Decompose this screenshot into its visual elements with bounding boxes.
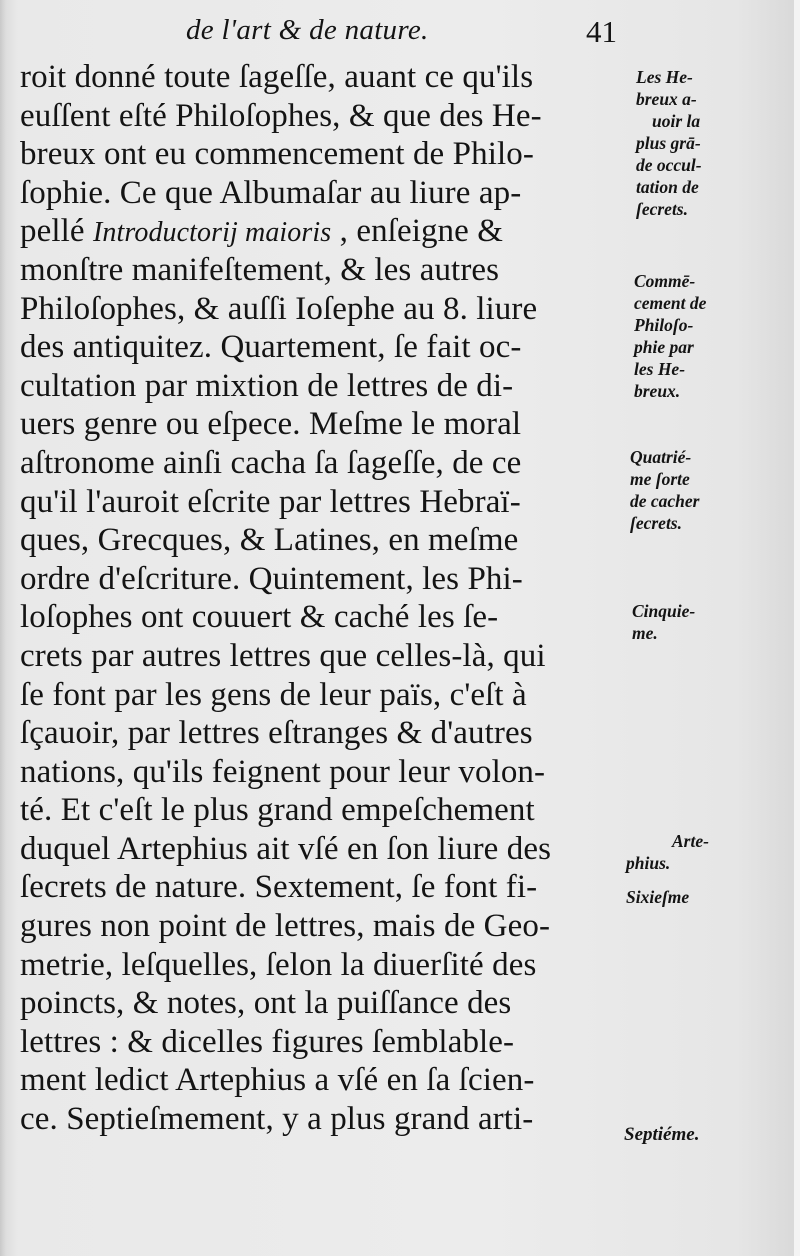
margin-note-sixiesme [626,886,736,908]
text-line: poincts, & notes, ont la puiſſance des [20,985,512,1022]
page-header [0,14,800,54]
margin-note-artephius [626,830,736,874]
text-line: cultation par mixtion de lettres de di- [20,367,514,404]
text-line: monſtre manifeſtement, & les autres [20,251,500,288]
margin-line: Cinquie- [632,601,696,621]
running-title: de l'art & de nature. [186,14,429,46]
text-line: Philoſophes, & auſſi Ioſephe au 8. liure [20,290,538,327]
margin-line: Sixieſme [626,887,690,907]
page-edge [794,0,800,1256]
text-line: ſçauoir, par lettres eſtranges & d'autres [20,715,533,752]
margin-line: phius. [626,853,671,873]
margin-line: de cacher [630,491,700,511]
text-line: loſophes ont couuert & caché les ſe- [20,599,499,636]
text-line: euſſent eſté Philoſophes, & que des He- [20,97,542,134]
text-segment: , enſeigne & [331,213,504,250]
text-line: des antiquitez. Quartement, ſe fait oc- [20,329,522,366]
text-line: breux ont eu commencement de Philo- [20,136,534,173]
margin-line: cement de [634,293,707,313]
margin-line: Commē- [634,271,696,291]
text-line: ſecrets de nature. Sextement, ſe font fi- [20,869,538,906]
margin-note-cinquieme [632,600,742,644]
text-line: té. Et c'eſt le plus grand empeſchement [20,792,535,829]
text-line: metrie, leſquelles, ſelon la diuerſité des [20,946,537,983]
margin-line: breux a- [636,89,697,109]
text-segment: pellé [20,213,93,250]
text-line: gures non point de lettres, mais de Geo- [20,908,551,945]
margin-line: de occul- [636,155,702,175]
text-line: ment ledict Artephius a vſé en ſa ſcien- [20,1062,535,1099]
text-line: nations, qu'ils feignent pour leur volon- [20,753,546,790]
margin-line: Arte- [672,831,709,851]
margin-line: tation de [636,177,699,197]
margin-line: me ſorte [630,469,690,489]
text-line: ſe font par les gens de leur païs, c'eſt à [20,676,527,713]
margin-line: Septiéme. [624,1124,700,1145]
margin-line: ſecrets. [630,513,682,533]
margin-note-septieme [624,1124,734,1146]
text-line: lettres : & dicelles figures ſemblable- [20,1023,515,1060]
text-line: roit donné toute ſageſſe, auant ce qu'ils [20,59,534,95]
margin-line: Philoſo- [634,315,694,335]
text-line: ordre d'eſcriture. Quintement, les Phi- [20,560,523,597]
margin-line: les He- [634,359,686,379]
margin-line: Les He- [636,67,693,87]
text-line [20,212,625,251]
margin-note-quatrieme [630,446,740,534]
body-text [20,58,625,1139]
text-line: ce. Septieſmement, y a plus grand arti- [20,1101,534,1138]
margin-line: ſecrets. [636,199,688,219]
margin-line: uoir la [652,111,701,131]
book-title-italic: Introductorij maioris [92,217,332,249]
margin-line: me. [632,623,658,643]
margin-note-hebreux [636,66,746,220]
margin-line: phie par [634,337,694,357]
text-line: qu'il l'auroit eſcrite par lettres Hebraï- [20,483,521,520]
text-line: duquel Artephius ait vſé en ſon liure des [20,830,552,867]
page-number: 41 [586,14,617,49]
text-line: ques, Grecques, & Latines, en meſme [20,522,519,559]
text-line: aſtronome ainſi cacha ſa ſageſſe, de ce [20,444,522,481]
margin-line: breux. [634,381,681,401]
text-line: crets par autres lettres que celles-là, qui [20,637,546,674]
text-line: uers genre ou eſpece. Meſme le moral [20,406,522,443]
margin-note-commencement [634,270,744,402]
margin-line: Quatrié- [630,447,692,467]
margin-line: plus grā- [636,133,701,153]
text-line: ſophie. Ce que Albumaſar au liure ap- [20,174,522,211]
